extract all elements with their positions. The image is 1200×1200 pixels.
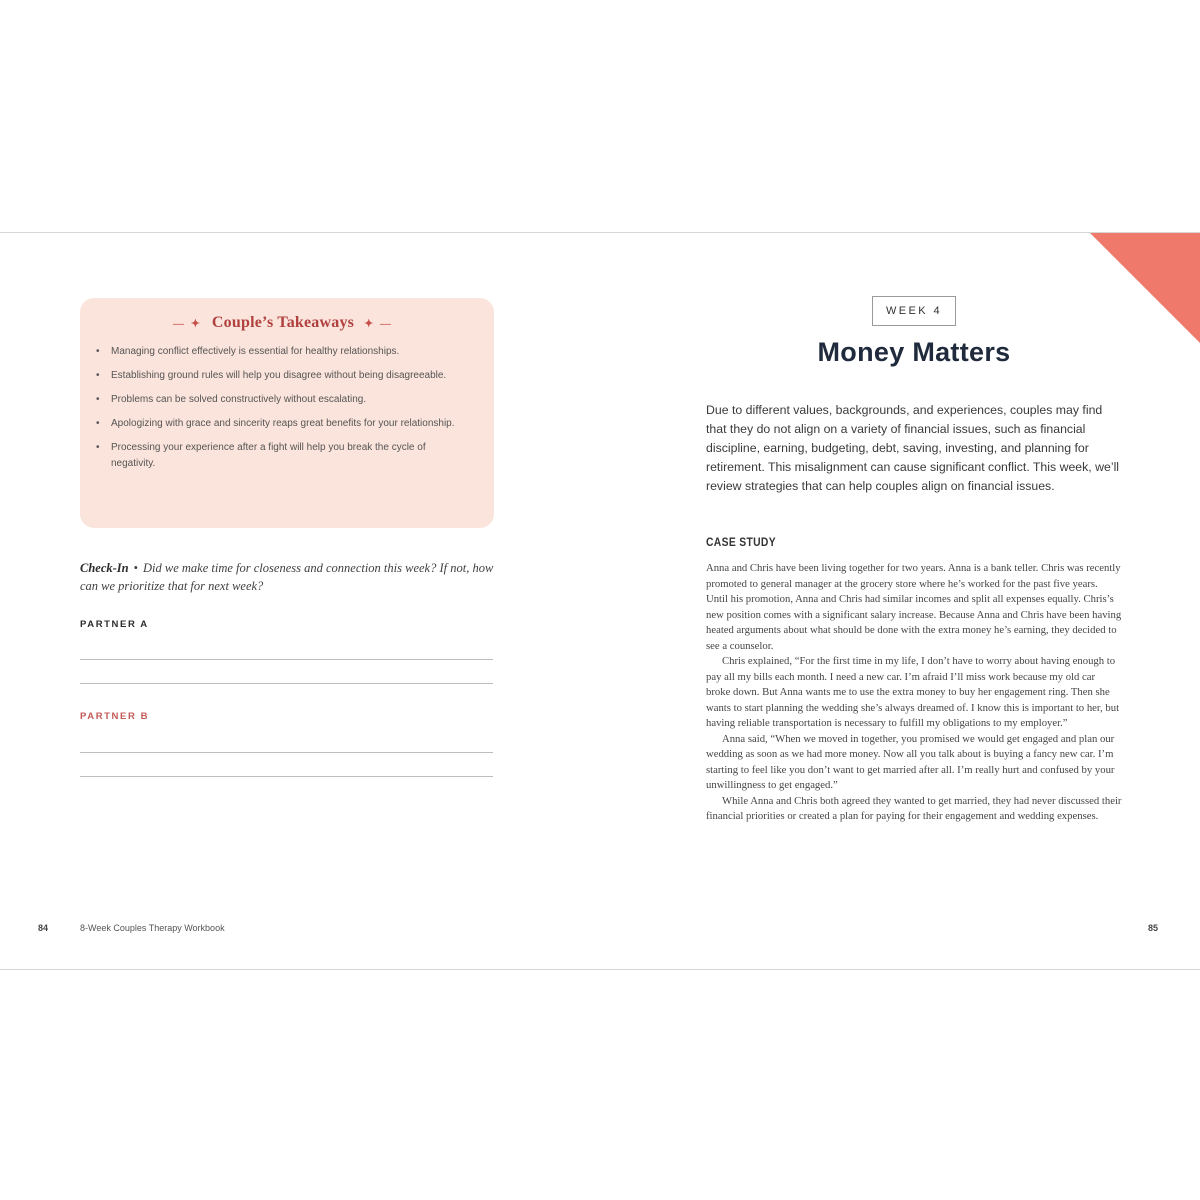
partner-b-write-line-2[interactable] [80, 776, 493, 777]
week-label: WEEK 4 [886, 305, 942, 317]
list-item [94, 440, 472, 472]
takeaway-text: Processing your experience after a fight will help you break the cycle of negativity. [111, 442, 426, 469]
running-footer-title: 8-Week Couples Therapy Workbook [80, 923, 225, 933]
takeaway-text: Managing conflict effectively is essential for healthy relationships. [111, 346, 400, 357]
check-in-prompt [80, 559, 500, 595]
takeaway-text: Establishing ground rules will help you disagree without being disagreeable. [111, 370, 447, 381]
takeaways-list [94, 344, 472, 472]
bullet-icon: • [96, 394, 100, 405]
couples-takeaways-box [80, 298, 494, 528]
bullet-icon: • [96, 346, 100, 357]
case-study-paragraph: While Anna and Chris both agreed they wanted to get married, they had never discussed their financial priorities or created a plan for paying for their engagement and wedding expenses. [706, 794, 1122, 822]
book-spread [0, 232, 1200, 970]
takeaway-text: Problems can be solved constructively without escalating. [111, 394, 367, 405]
case-study-body [706, 561, 1122, 825]
partner-a-write-line-2[interactable] [80, 683, 493, 684]
list-item [94, 368, 472, 384]
partner-a-label: PARTNER A [80, 619, 149, 630]
takeaways-heading [94, 314, 472, 332]
page-number-left: 84 [38, 923, 49, 933]
bullet-icon: • [96, 418, 100, 429]
partner-a-write-line-1[interactable] [80, 659, 493, 660]
bullet-icon: • [96, 442, 100, 453]
bullet-icon: • [96, 370, 100, 381]
ornament-left-icon: — ✦ [172, 317, 202, 330]
check-in-label: Check-In [80, 561, 129, 575]
list-item [94, 392, 472, 408]
case-study-paragraph: Chris explained, “For the first time in my life, I don’t have to worry about having enough to pay all my bills each month. I need a new car. I’m afraid I’ll miss work because my old car broke down. But Anna wants me to use the extra money to buy her engagement ring. Then she wants to start planning the wedding she’s always dreamed of. I know this is important to her, but having reliable transportation is necessary to fulfill my obligations to my employer.” [706, 655, 1120, 729]
takeaways-title: Couple’s Takeaways [211, 314, 355, 331]
check-in-separator: • [133, 561, 139, 575]
case-study-heading: CASE STUDY [706, 535, 776, 549]
partner-b-write-line-1[interactable] [80, 752, 493, 753]
page-number-right: 85 [1148, 923, 1159, 933]
list-item [94, 344, 472, 360]
case-study-paragraph: Anna and Chris have been living together for two years. Anna is a bank teller. Chris was recently promoted to general manager at the grocery store where he’s worked for the past five years. Until his promotion, Anna and Chris had similar incomes and split all expenses equally. Chris’s new position comes with a significant salary increase. Because Anna and Chris have been having heated arguments about what should be done with the extra money he’s earning, they decided to see a counselor. [706, 562, 1122, 652]
corner-accent-triangle [1090, 233, 1200, 343]
chapter-title: Money Matters [817, 337, 1011, 367]
partner-b-label: PARTNER B [80, 711, 150, 722]
intro-paragraph: Due to different values, backgrounds, and experiences, couples may find that they do not align on a variety of financial issues, such as financial discipline, earning, budgeting, debt, saving, investing, and planning for retirement. This misalignment can cause significant conflict. This week, we’ll review strategies that can help couples align on financial issues. [706, 403, 1120, 493]
ornament-right-icon: ✦ — [364, 317, 394, 330]
takeaway-text: Apologizing with grace and sincerity reaps great benefits for your relationship. [111, 418, 455, 429]
check-in-question: Did we make time for closeness and connection this week? If not, how can we prioritize that for next week? [80, 561, 494, 593]
week-label-box [872, 296, 956, 326]
case-study-paragraph: Anna said, “When we moved in together, you promised we would get engaged and plan our wedding as soon as we had more money. Now all you talk about is buying a fancy new car. I’m starting to feel like you don’t want to get married after all. I’m really hurt and confused by your unwillingness to get engaged.” [706, 732, 1115, 791]
list-item [94, 416, 472, 432]
